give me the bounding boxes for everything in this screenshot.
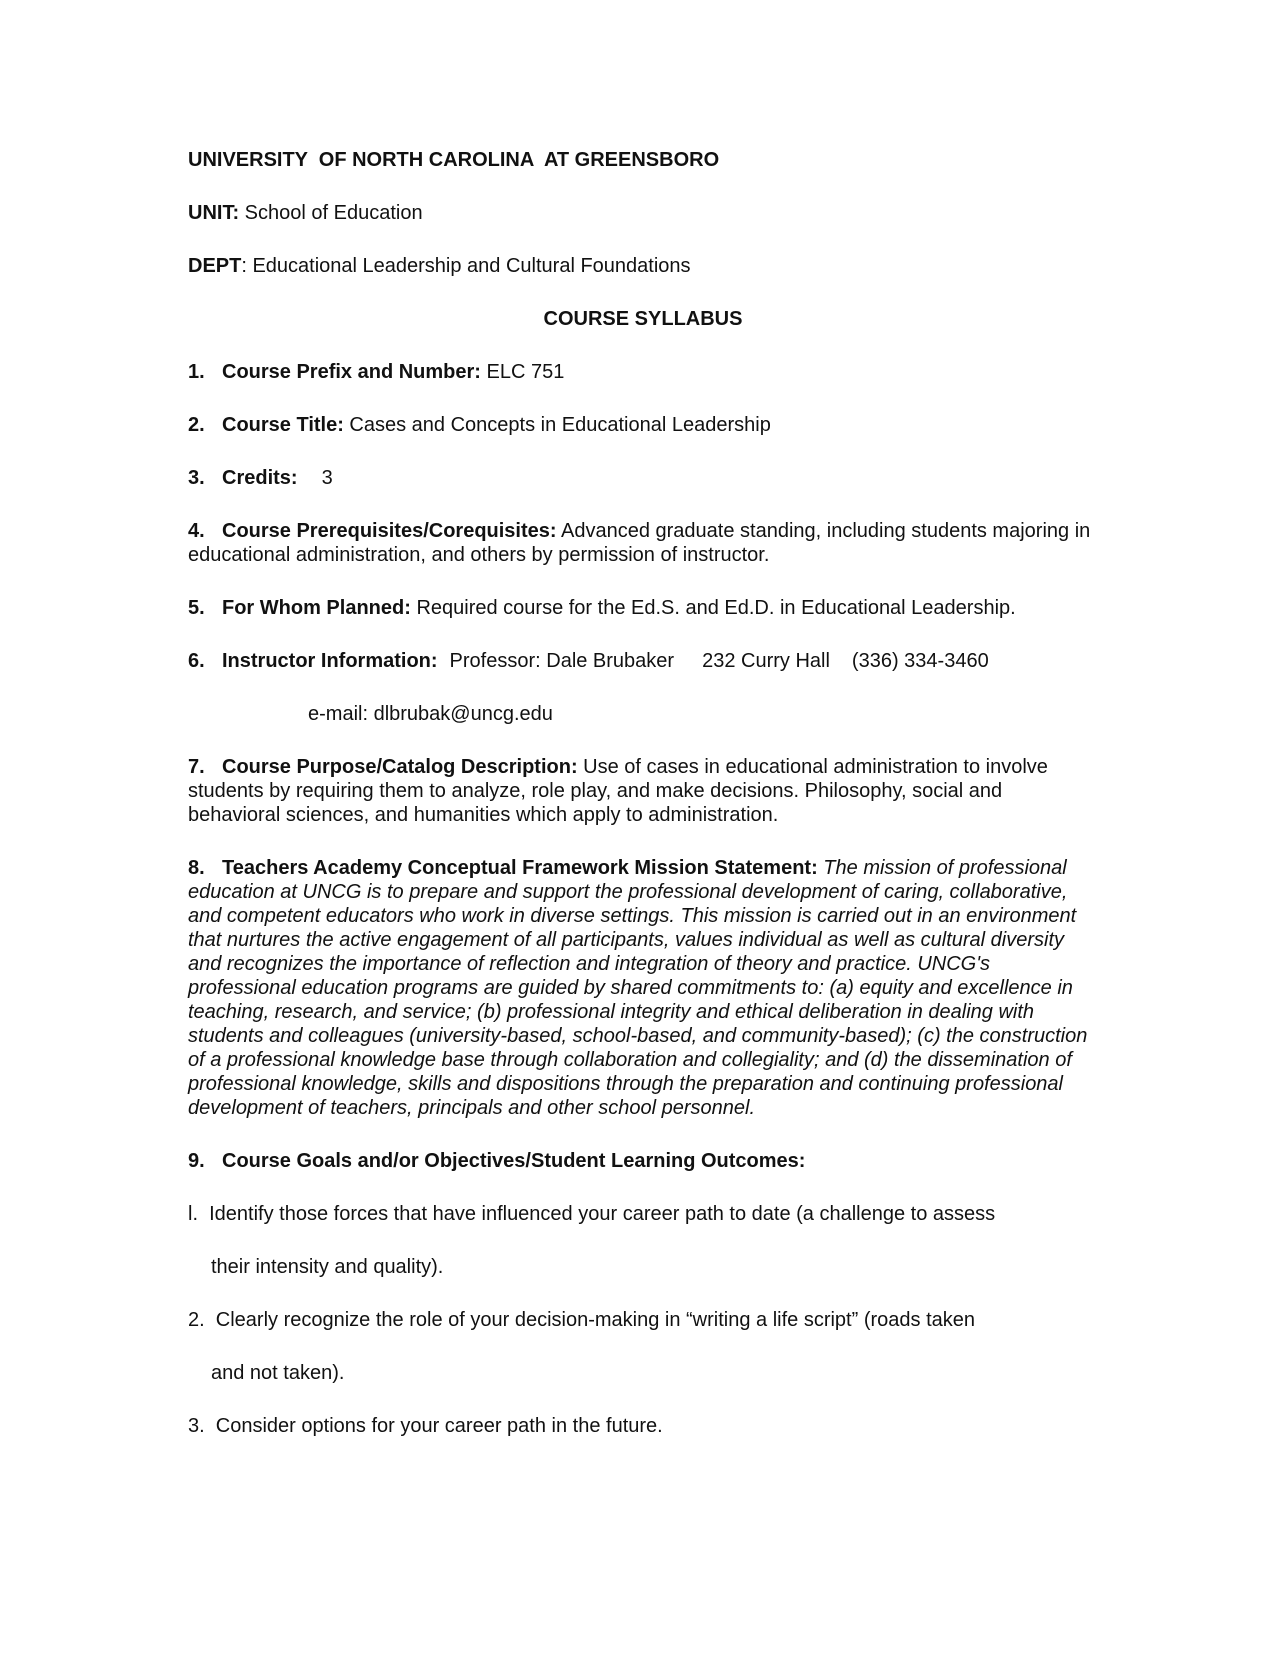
item-course-title <box>188 413 1098 437</box>
dept-label: DEPT <box>188 255 242 277</box>
item-label: Course Prefix and Number: <box>222 361 481 383</box>
item-label: Instructor Information: <box>222 650 438 672</box>
instructor-phone: (336) 334-3460 <box>851 650 989 672</box>
item-course-prefix <box>188 360 1098 384</box>
item-number: 4. <box>188 520 205 542</box>
item-value: 3 <box>321 467 333 489</box>
item-course-goals <box>188 1149 1098 1173</box>
instructor-email: e-mail: dlbrubak@uncg.edu <box>308 703 553 725</box>
item-number: 6. <box>188 650 205 672</box>
item-number: 1. <box>188 361 205 383</box>
item-value: ELC 751 <box>480 361 565 383</box>
item-credits <box>188 466 1098 490</box>
item-label: For Whom Planned: <box>222 597 411 619</box>
item-number: 3. <box>188 467 205 489</box>
item-value: Advanced graduate standing, including students majoring in educational administration, and others by permission of instructor. <box>188 520 1091 566</box>
goal-3-line-1: 3. Consider options for your career path in the future. <box>188 1415 663 1437</box>
item-value: Required course for the Ed.S. and Ed.D. in Educational Leadership. <box>410 597 1016 619</box>
syllabus-title: COURSE SYLLABUS <box>543 308 743 330</box>
syllabus-content <box>188 148 1098 1467</box>
item-number: 7. <box>188 756 205 778</box>
item-label: Credits: <box>222 467 298 489</box>
item-number: 5. <box>188 597 205 619</box>
goal-1-line-1: l. Identify those forces that have influenced your career path to date (a challenge to assess <box>188 1203 996 1225</box>
item-number: 2. <box>188 414 205 436</box>
item-label: Course Title: <box>222 414 344 436</box>
instructor-name: Professor: Dale Brubaker <box>449 650 675 672</box>
item-label: Teachers Academy Conceptual Framework Mission Statement: <box>222 857 818 879</box>
item-number: 9. <box>188 1150 205 1172</box>
goals-list <box>188 1202 1098 1438</box>
item-course-purpose <box>188 755 1098 827</box>
unit-value: School of Education <box>239 202 423 224</box>
unit-line <box>188 201 1098 225</box>
goal-2-line-1: 2. Clearly recognize the role of your decision-making in “writing a life script” (roads taken <box>188 1309 976 1331</box>
item-prerequisites <box>188 519 1098 567</box>
item-label: Course Purpose/Catalog Description: <box>222 756 578 778</box>
instructor-office: 232 Curry Hall <box>702 650 830 672</box>
item-number: 8. <box>188 857 205 879</box>
item-label: Course Prerequisites/Corequisites: <box>222 520 557 542</box>
goal-2-line-2: and not taken). <box>211 1362 345 1384</box>
dept-line <box>188 254 1098 278</box>
item-for-whom-planned <box>188 596 1098 620</box>
item-value: Cases and Concepts in Educational Leadership <box>343 414 771 436</box>
goal-1-line-2: their intensity and quality). <box>211 1256 444 1278</box>
dept-value: : Educational Leadership and Cultural Foundations <box>241 255 691 277</box>
unit-label: UNIT: <box>188 202 240 224</box>
item-label: Course Goals and/or Objectives/Student Learning Outcomes: <box>222 1150 806 1172</box>
item-mission-statement <box>188 856 1098 1120</box>
institution-heading: UNIVERSITY OF NORTH CAROLINA AT GREENSBORO <box>188 149 720 171</box>
item-value: Use of cases in educational administration to involve students by requiring them to analyze, role play, and make decisions. Philosophy, social and behavioral sciences, and humanities which apply to administration. <box>188 756 1048 826</box>
item-instructor-information <box>188 649 1098 673</box>
mission-text: The mission of professional education at UNCG is to prepare and support the professional development of caring, collaborative, and competent educators who work in diverse settings. This mission is carried out in an environment that nurtures the active engagement of all participants, values individual as well as cultural diversity and recognizes the importance of reflection and integration of theory and practice. UNCG's professional education programs are guided by shared commitments to: (a) equity and excellence in teaching, research, and service; (b) professional integrity and ethical deliberation in dealing with students and colleagues (university-based, school-based, and community-based); (c) the construction of a professional knowledge base through collaboration and collegiality; and (d) the dissemination of professional knowledge, skills and dispositions through the preparation and continuing professional development of teachers, principals and other school personnel. <box>188 857 1088 1119</box>
